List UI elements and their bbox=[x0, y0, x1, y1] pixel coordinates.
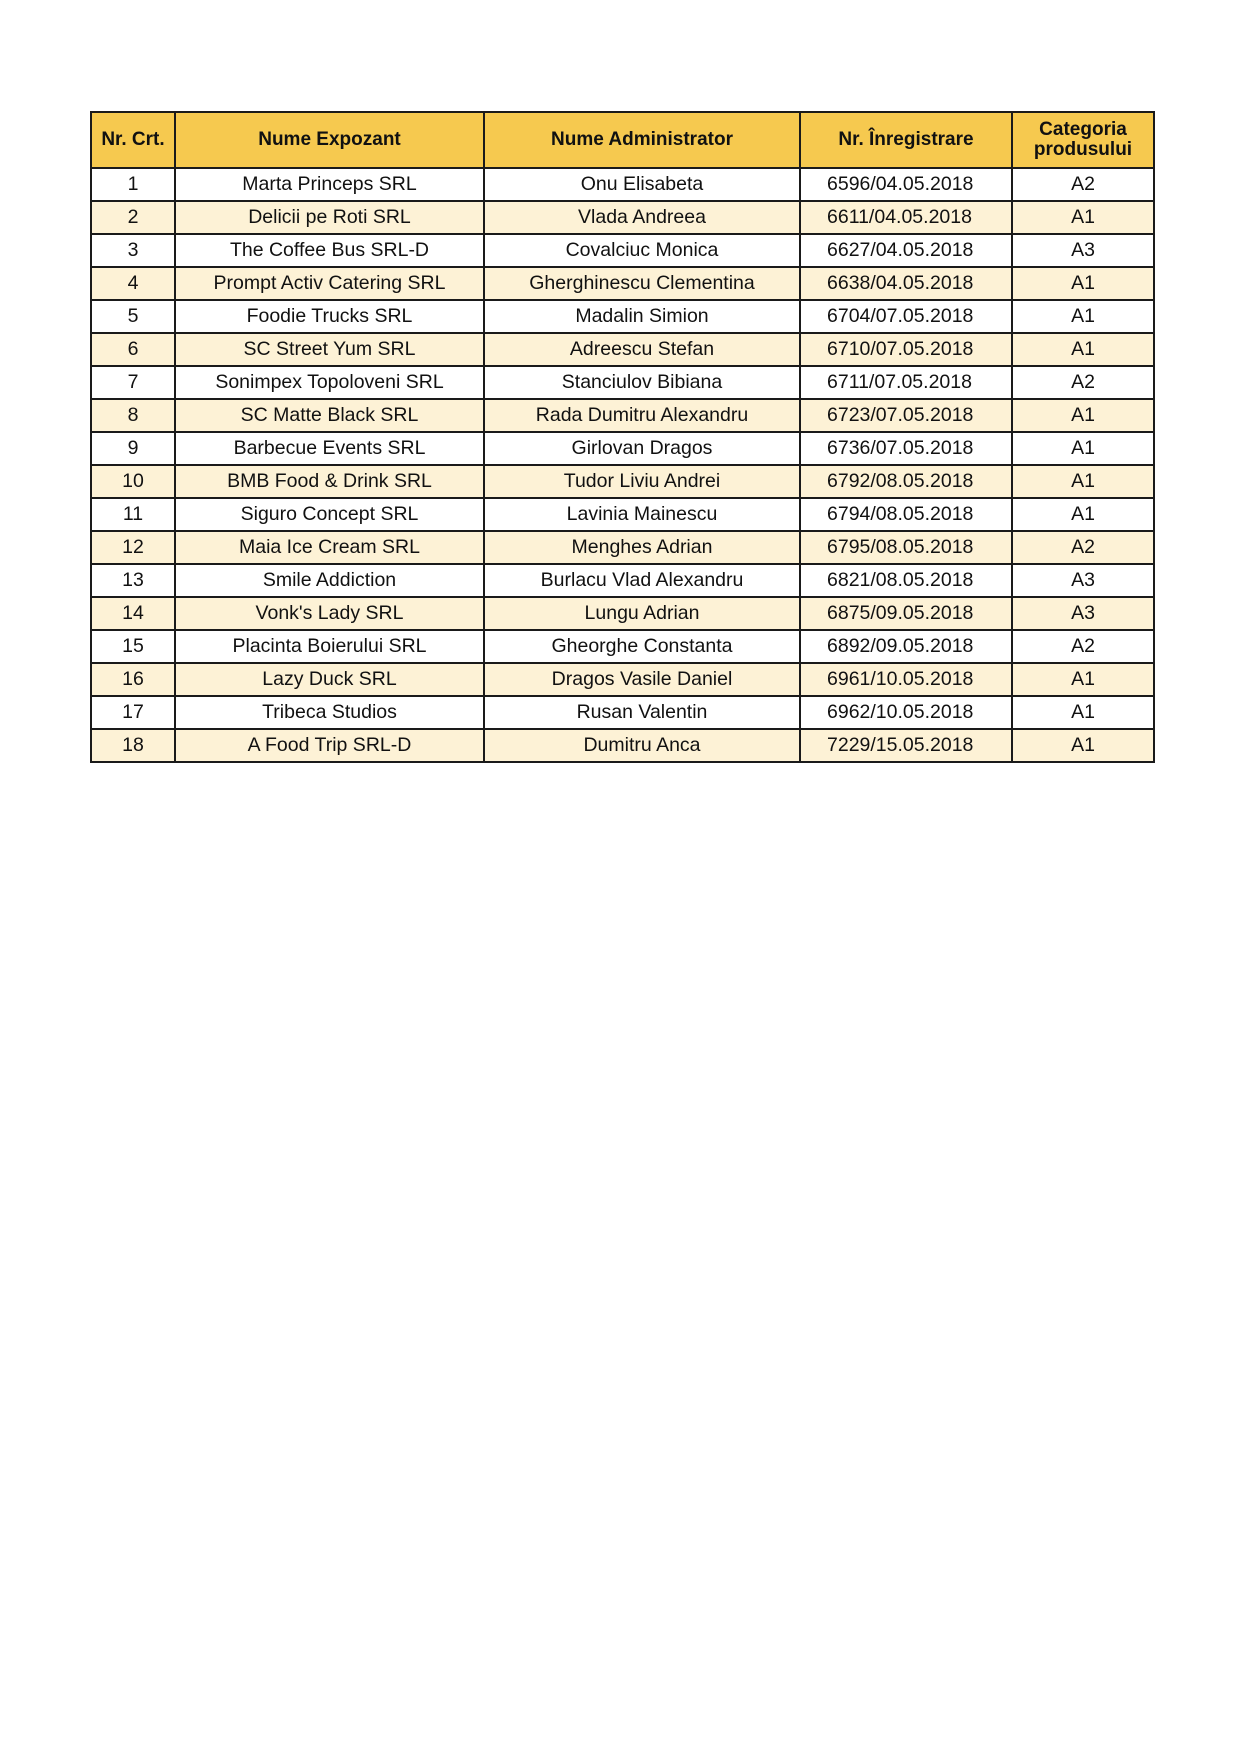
cell-administrator: Dumitru Anca bbox=[484, 729, 800, 762]
cell-nr: 3 bbox=[91, 234, 175, 267]
header-category bbox=[1012, 112, 1154, 168]
cell-administrator: Adreescu Stefan bbox=[484, 333, 800, 366]
table-row bbox=[91, 465, 1154, 498]
table-row bbox=[91, 597, 1154, 630]
cell-nr: 2 bbox=[91, 201, 175, 234]
cell-category: A1 bbox=[1012, 729, 1154, 762]
cell-registration: 6711/07.05.2018 bbox=[800, 366, 1012, 399]
cell-registration: 6821/08.05.2018 bbox=[800, 564, 1012, 597]
cell-exhibitor: Maia Ice Cream SRL bbox=[175, 531, 484, 564]
cell-administrator: Rada Dumitru Alexandru bbox=[484, 399, 800, 432]
cell-exhibitor: Barbecue Events SRL bbox=[175, 432, 484, 465]
cell-administrator: Stanciulov Bibiana bbox=[484, 366, 800, 399]
cell-exhibitor: Tribeca Studios bbox=[175, 696, 484, 729]
cell-registration: 6962/10.05.2018 bbox=[800, 696, 1012, 729]
cell-exhibitor: The Coffee Bus SRL-D bbox=[175, 234, 484, 267]
cell-nr: 5 bbox=[91, 300, 175, 333]
cell-exhibitor: SC Matte Black SRL bbox=[175, 399, 484, 432]
cell-registration: 6892/09.05.2018 bbox=[800, 630, 1012, 663]
cell-administrator: Tudor Liviu Andrei bbox=[484, 465, 800, 498]
table-row bbox=[91, 531, 1154, 564]
cell-category: A2 bbox=[1012, 531, 1154, 564]
cell-category: A1 bbox=[1012, 201, 1154, 234]
cell-category: A1 bbox=[1012, 663, 1154, 696]
cell-nr: 11 bbox=[91, 498, 175, 531]
cell-category: A1 bbox=[1012, 300, 1154, 333]
header-registration: Nr. Înregistrare bbox=[800, 112, 1012, 168]
cell-category: A1 bbox=[1012, 333, 1154, 366]
table-row bbox=[91, 201, 1154, 234]
table-row bbox=[91, 300, 1154, 333]
header-category-line1: Categoria bbox=[1039, 119, 1127, 140]
table-row bbox=[91, 729, 1154, 762]
cell-registration: 6795/08.05.2018 bbox=[800, 531, 1012, 564]
cell-registration: 6704/07.05.2018 bbox=[800, 300, 1012, 333]
cell-category: A1 bbox=[1012, 399, 1154, 432]
table-row bbox=[91, 498, 1154, 531]
cell-nr: 14 bbox=[91, 597, 175, 630]
cell-nr: 9 bbox=[91, 432, 175, 465]
cell-administrator: Dragos Vasile Daniel bbox=[484, 663, 800, 696]
table-row bbox=[91, 432, 1154, 465]
cell-registration: 6736/07.05.2018 bbox=[800, 432, 1012, 465]
cell-category: A1 bbox=[1012, 267, 1154, 300]
cell-registration: 6961/10.05.2018 bbox=[800, 663, 1012, 696]
table-row bbox=[91, 234, 1154, 267]
cell-exhibitor: Foodie Trucks SRL bbox=[175, 300, 484, 333]
table-row bbox=[91, 630, 1154, 663]
cell-registration: 6638/04.05.2018 bbox=[800, 267, 1012, 300]
cell-administrator: Covalciuc Monica bbox=[484, 234, 800, 267]
cell-registration: 6723/07.05.2018 bbox=[800, 399, 1012, 432]
table-header-row bbox=[91, 112, 1154, 168]
cell-administrator: Onu Elisabeta bbox=[484, 168, 800, 201]
cell-registration: 6710/07.05.2018 bbox=[800, 333, 1012, 366]
cell-category: A1 bbox=[1012, 432, 1154, 465]
cell-administrator: Rusan Valentin bbox=[484, 696, 800, 729]
cell-registration: 6792/08.05.2018 bbox=[800, 465, 1012, 498]
cell-administrator: Lavinia Mainescu bbox=[484, 498, 800, 531]
cell-administrator: Madalin Simion bbox=[484, 300, 800, 333]
cell-nr: 6 bbox=[91, 333, 175, 366]
cell-exhibitor: Delicii pe Roti SRL bbox=[175, 201, 484, 234]
cell-administrator: Burlacu Vlad Alexandru bbox=[484, 564, 800, 597]
cell-nr: 10 bbox=[91, 465, 175, 498]
cell-registration: 7229/15.05.2018 bbox=[800, 729, 1012, 762]
cell-category: A1 bbox=[1012, 498, 1154, 531]
cell-administrator: Vlada Andreea bbox=[484, 201, 800, 234]
cell-category: A2 bbox=[1012, 168, 1154, 201]
cell-nr: 16 bbox=[91, 663, 175, 696]
cell-nr: 17 bbox=[91, 696, 175, 729]
cell-administrator: Gherghinescu Clementina bbox=[484, 267, 800, 300]
table-row bbox=[91, 564, 1154, 597]
cell-category: A2 bbox=[1012, 366, 1154, 399]
cell-category: A2 bbox=[1012, 630, 1154, 663]
cell-category: A3 bbox=[1012, 564, 1154, 597]
header-exhibitor: Nume Expozant bbox=[175, 112, 484, 168]
cell-nr: 1 bbox=[91, 168, 175, 201]
cell-administrator: Gheorghe Constanta bbox=[484, 630, 800, 663]
cell-category: A3 bbox=[1012, 597, 1154, 630]
cell-registration: 6596/04.05.2018 bbox=[800, 168, 1012, 201]
cell-exhibitor: Lazy Duck SRL bbox=[175, 663, 484, 696]
header-category-line2: produsului bbox=[1033, 139, 1133, 160]
cell-exhibitor: Placinta Boierului SRL bbox=[175, 630, 484, 663]
header-administrator: Nume Administrator bbox=[484, 112, 800, 168]
cell-exhibitor: Sonimpex Topoloveni SRL bbox=[175, 366, 484, 399]
table-row bbox=[91, 663, 1154, 696]
cell-administrator: Lungu Adrian bbox=[484, 597, 800, 630]
cell-nr: 18 bbox=[91, 729, 175, 762]
cell-exhibitor: BMB Food & Drink SRL bbox=[175, 465, 484, 498]
table-row bbox=[91, 696, 1154, 729]
exhibitor-table bbox=[90, 111, 1155, 763]
cell-administrator: Girlovan Dragos bbox=[484, 432, 800, 465]
cell-category: A1 bbox=[1012, 465, 1154, 498]
cell-registration: 6794/08.05.2018 bbox=[800, 498, 1012, 531]
cell-nr: 13 bbox=[91, 564, 175, 597]
cell-category: A1 bbox=[1012, 696, 1154, 729]
cell-exhibitor: Siguro Concept SRL bbox=[175, 498, 484, 531]
table-row bbox=[91, 168, 1154, 201]
header-nr: Nr. Crt. bbox=[91, 112, 175, 168]
cell-exhibitor: Smile Addiction bbox=[175, 564, 484, 597]
cell-exhibitor: A Food Trip SRL-D bbox=[175, 729, 484, 762]
cell-nr: 15 bbox=[91, 630, 175, 663]
cell-exhibitor: Marta Princeps SRL bbox=[175, 168, 484, 201]
cell-exhibitor: SC Street Yum SRL bbox=[175, 333, 484, 366]
table-row bbox=[91, 267, 1154, 300]
table-row bbox=[91, 333, 1154, 366]
cell-registration: 6627/04.05.2018 bbox=[800, 234, 1012, 267]
cell-registration: 6875/09.05.2018 bbox=[800, 597, 1012, 630]
cell-nr: 4 bbox=[91, 267, 175, 300]
cell-administrator: Menghes Adrian bbox=[484, 531, 800, 564]
cell-nr: 8 bbox=[91, 399, 175, 432]
cell-exhibitor: Vonk's Lady SRL bbox=[175, 597, 484, 630]
cell-exhibitor: Prompt Activ Catering SRL bbox=[175, 267, 484, 300]
cell-nr: 7 bbox=[91, 366, 175, 399]
cell-nr: 12 bbox=[91, 531, 175, 564]
table-row bbox=[91, 399, 1154, 432]
cell-registration: 6611/04.05.2018 bbox=[800, 201, 1012, 234]
table-row bbox=[91, 366, 1154, 399]
cell-category: A3 bbox=[1012, 234, 1154, 267]
